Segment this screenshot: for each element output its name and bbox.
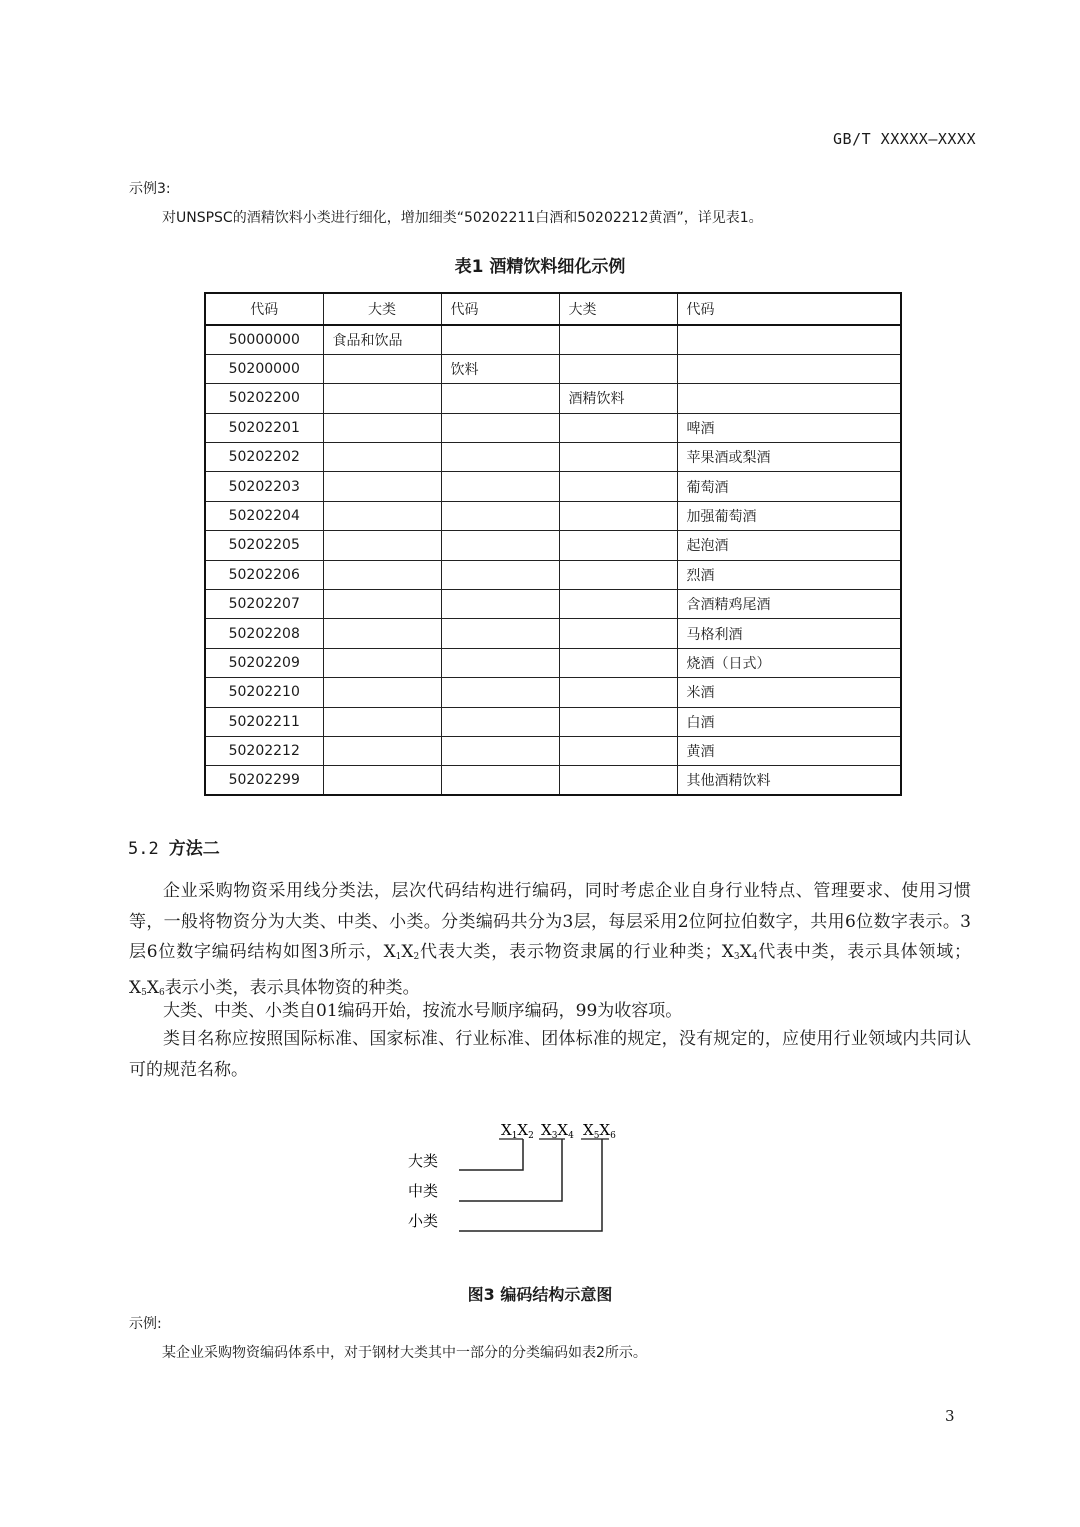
header-cell: 代码 [441, 293, 559, 325]
table-cell: 马格利酒 [677, 619, 901, 648]
table-cell: 啤酒 [677, 413, 901, 442]
table-cell [323, 472, 441, 501]
example-label: 示例: [129, 1316, 162, 1332]
table-cell [323, 443, 441, 472]
table-row [205, 648, 901, 677]
table-row [205, 413, 901, 442]
para2-text: 大类、中类、小类自01编码开始，按流水号顺序编码，99为收容项。 [163, 1001, 683, 1021]
table-cell: 酒精饮料 [559, 384, 677, 413]
table-cell [323, 707, 441, 736]
table-cell: 苹果酒或梨酒 [677, 443, 901, 472]
figure3-caption: 图3 编码结构示意图 [467, 1285, 613, 1304]
table-cell [559, 325, 677, 354]
table-cell [677, 325, 901, 354]
table-row [205, 590, 901, 619]
table-cell: 饮料 [441, 354, 559, 383]
table-row [205, 501, 901, 530]
section-number: 5.2 [128, 839, 159, 859]
table-cell: 含酒精鸡尾酒 [677, 590, 901, 619]
paragraph-1: 企业采购物资采用线分类法，层次代码结构进行编码，同时考虑企业自身行业特点、管理要求、使用习惯等，一般将物资分为大类、中类、小类。分类编码共分为3层，每层采用2位阿拉伯数字，共用6位数字表示。3层6位数字编码结构如图3所示，$X_1X_2$代表大类，表示物资隶属的行业种类；$X_3X_4$代表中类，表示具体领域；$X_5X_6$表示小类，表示具体物资的种类。 [129, 881, 972, 998]
table-cell [441, 707, 559, 736]
table-cell [323, 648, 441, 677]
table-row [205, 384, 901, 413]
table-cell [323, 590, 441, 619]
table-cell [677, 354, 901, 383]
table-cell [441, 560, 559, 589]
label-minor: 小类 [408, 1212, 439, 1230]
minor-connector [459, 1139, 602, 1231]
table-cell [441, 590, 559, 619]
section-title: 方法二 [168, 839, 220, 859]
para1-text-a: 企业采购物资采用线分类法，层次代码结构进行编码，同时考虑企业自身行业特点、管理要求、使用习惯等，一般将物资分为大类、中类、小类。分类编码共分为3层，每层采用2位阿拉伯数字，共用6位数字表示。3层6位数字编码结构如图3所示， [129, 881, 971, 962]
table-cell [323, 736, 441, 765]
table-cell: 50202205 [205, 531, 323, 560]
table-row [205, 678, 901, 707]
table-cell [559, 648, 677, 677]
table-cell: 食品和饮品 [323, 325, 441, 354]
table-row [205, 325, 901, 354]
table-cell: 50202202 [205, 443, 323, 472]
x1x2-label: $X_1X_2$ [501, 1121, 534, 1141]
table-cell: 50202211 [205, 707, 323, 736]
section-heading [128, 834, 220, 859]
table-cell [441, 766, 559, 795]
paragraph-3 [129, 1024, 971, 1085]
table-row [205, 619, 901, 648]
table-cell [559, 766, 677, 795]
table-row [205, 736, 901, 765]
table-cell [441, 325, 559, 354]
table-cell: 黄酒 [677, 736, 901, 765]
table-row [205, 766, 901, 795]
example-text: 某企业采购物资编码体系中，对于钢材大类其中一部分的分类编码如表2所示。 [162, 1345, 647, 1361]
table-cell: 加强葡萄酒 [677, 501, 901, 530]
table-cell [323, 560, 441, 589]
table-cell: 50202201 [205, 413, 323, 442]
header-cell: 大类 [323, 293, 441, 325]
table-cell [441, 678, 559, 707]
table-cell [559, 531, 677, 560]
table-row [205, 707, 901, 736]
table-row [205, 531, 901, 560]
header-cell: 大类 [559, 293, 677, 325]
header-cell: 代码 [205, 293, 323, 325]
table-cell [559, 413, 677, 442]
example3-text: 对UNSPSC的酒精饮料小类进行细化，增加细类“50202211白酒和50202212黄酒”，详见表1。 [162, 210, 763, 226]
label-middle: 中类 [408, 1182, 439, 1200]
table-cell: 50202200 [205, 384, 323, 413]
table-cell [323, 766, 441, 795]
paragraph-2 [129, 996, 971, 1027]
table-cell: 50202212 [205, 736, 323, 765]
table-row [205, 472, 901, 501]
table-row [205, 560, 901, 589]
table-cell [441, 501, 559, 530]
table-cell: 50200000 [205, 354, 323, 383]
x3x4-label: $X_3X_4$ [541, 1121, 574, 1141]
table-cell [559, 707, 677, 736]
label-major: 大类 [408, 1152, 439, 1170]
coding-structure-diagram [395, 1115, 635, 1240]
table-cell [323, 384, 441, 413]
table-cell: 50202208 [205, 619, 323, 648]
table-cell [323, 501, 441, 530]
table-cell: 50202204 [205, 501, 323, 530]
example3-label: 示例3: [129, 181, 171, 197]
table-cell: 50000000 [205, 325, 323, 354]
table-cell: 葡萄酒 [677, 472, 901, 501]
table-cell [559, 354, 677, 383]
table-header-row [205, 293, 901, 325]
table-cell: 50202207 [205, 590, 323, 619]
table-cell: 烧酒（日式） [677, 648, 901, 677]
table-cell [441, 413, 559, 442]
table1 [204, 292, 902, 796]
table-cell: 50202210 [205, 678, 323, 707]
table-cell: 50202299 [205, 766, 323, 795]
table-cell [441, 648, 559, 677]
table-cell [441, 619, 559, 648]
table-cell: 50202203 [205, 472, 323, 501]
table-cell [559, 590, 677, 619]
table-cell [559, 736, 677, 765]
table-row [205, 354, 901, 383]
header-cell: 代码 [677, 293, 901, 325]
table-cell [559, 472, 677, 501]
table-cell [559, 501, 677, 530]
document-code: GB/T XXXXX—XXXX [833, 130, 976, 148]
table-cell [323, 531, 441, 560]
table-cell [323, 678, 441, 707]
table-cell: 50202206 [205, 560, 323, 589]
para1-text-b: 代表大类，表示物资隶属的行业种类； [419, 942, 722, 962]
table-cell [323, 354, 441, 383]
table-row [205, 443, 901, 472]
table-cell [441, 531, 559, 560]
table-cell [559, 443, 677, 472]
para1-text-c: 代表中类，表示具体领域； [757, 942, 972, 962]
table-cell [559, 678, 677, 707]
major-connector [459, 1139, 523, 1170]
table-cell: 米酒 [677, 678, 901, 707]
table-cell [559, 619, 677, 648]
table-cell [441, 472, 559, 501]
table-cell [677, 384, 901, 413]
table-cell [559, 560, 677, 589]
para1-text-d: 表示小类，表示具体物资的种类。 [164, 977, 420, 998]
table-cell [323, 619, 441, 648]
table1-title: 表1 酒精饮料细化示例 [454, 257, 626, 277]
table-cell: 其他酒精饮料 [677, 766, 901, 795]
page-number: 3 [945, 1407, 955, 1425]
table-cell [441, 384, 559, 413]
table-cell [323, 413, 441, 442]
table-cell [441, 443, 559, 472]
table1-body [205, 325, 901, 795]
x5x6-label: $X_5X_6$ [583, 1121, 616, 1141]
table-cell [441, 736, 559, 765]
table-cell: 起泡酒 [677, 531, 901, 560]
table-cell: 50202209 [205, 648, 323, 677]
table-cell: 烈酒 [677, 560, 901, 589]
para3-text: 类目名称应按照国际标准、国家标准、行业标准、团体标准的规定，没有规定的，应使用行业领域内共同认可的规范名称。 [129, 1029, 971, 1080]
table-cell: 白酒 [677, 707, 901, 736]
